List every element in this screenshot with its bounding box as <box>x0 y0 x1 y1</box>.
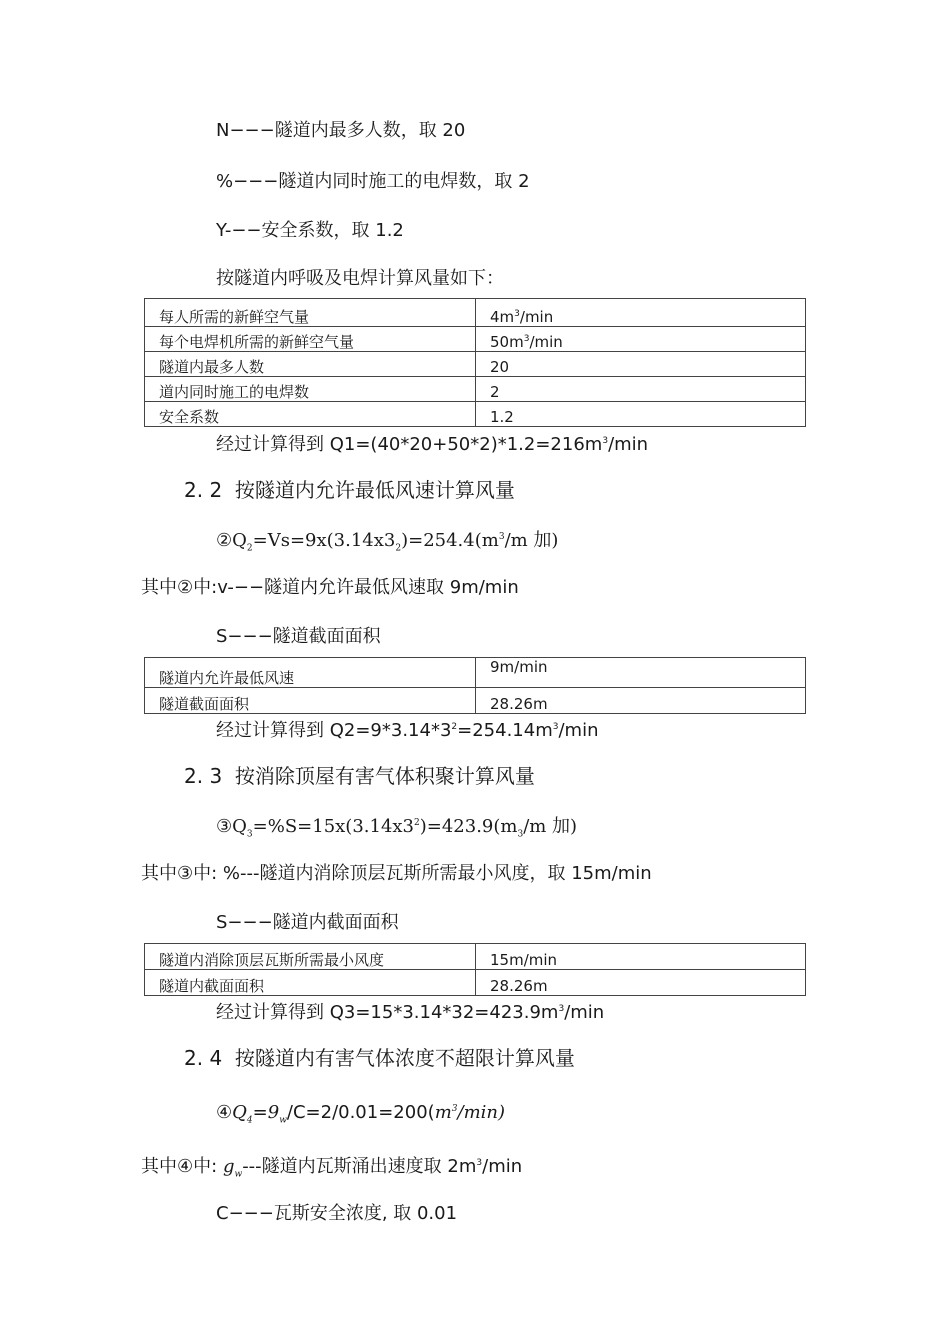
result-q1: 经过计算得到 $Q1=(40*20+50*2)*1.2=216m^3/\min$ <box>216 434 649 455</box>
table-cell-label: 每人所需的新鲜空气量 <box>145 299 476 327</box>
formula-q2: $②Q_2=Vs=9x(3.14x3_2)=254.4(m^3/m$ 加) <box>216 530 559 554</box>
table-air-demand <box>144 298 806 427</box>
def-y: Y-−−安全系数，取 1.2 <box>216 220 404 241</box>
table-row <box>145 944 806 970</box>
table-cell-value: 2 <box>476 377 806 402</box>
table-cell-value: 1.2 <box>476 402 806 427</box>
section-heading-2-4: 2. 4 按隧道内有害气体浓度不超限计算风量 <box>184 1046 575 1070</box>
table-row <box>145 377 806 402</box>
table-cell-value: 28.26m <box>476 970 806 996</box>
table-row <box>145 658 806 688</box>
table-cell-value: $50m^3/\min$ <box>476 327 806 352</box>
table-cell-value: 28.26m <box>476 688 806 714</box>
table-cell-label: 每个电焊机所需的新鲜空气量 <box>145 327 476 352</box>
where-q4: 其中④中: $g_w---$隧道内瓦斯涌出速度取 $2m^3/\min$ <box>141 1156 523 1180</box>
table-cell-value: 20 <box>476 352 806 377</box>
formula-q4: $④Q_4=9_w/C=2/0.01=200(m^3/\min)$ <box>216 1102 506 1126</box>
table-row <box>145 327 806 352</box>
where-q3: 其中③中: %---隧道内消除顶层瓦斯所需最小风度，取 15m/min <box>141 863 652 884</box>
result-q3: 经过计算得到 $Q3=15*3.14*32=423.9m^3/\min$ <box>216 1002 605 1023</box>
table-row <box>145 970 806 996</box>
table-cell-value: 15m/min <box>476 944 806 970</box>
table-wind-speed <box>144 657 806 714</box>
formula-q3: $③Q_3=\%S=15x(3.14x3^2)=423.9(m_3/m$ 加) <box>216 816 578 840</box>
def-n: N−−−隧道内最多人数，取 20 <box>216 120 466 141</box>
table-cell-label: 隧道内截面面积 <box>145 970 476 996</box>
where-q2: 其中②中:v-−−隧道内允许最低风速取 9m/min <box>141 577 519 598</box>
def-s3: S−−−隧道内截面面积 <box>216 912 399 933</box>
table-cell-value: 9m/min <box>476 658 806 688</box>
table-cell-label: 隧道截面面积 <box>145 688 476 714</box>
table-cell-value: $4m^3/\min$ <box>476 299 806 327</box>
table-cell-label: 隧道内允许最低风速 <box>145 658 476 688</box>
table-cell-label: 隧道内消除顶层瓦斯所需最小风度 <box>145 944 476 970</box>
table-row <box>145 402 806 427</box>
section-heading-2-3: 2. 3 按消除顶屋有害气体积聚计算风量 <box>184 764 535 788</box>
table-cell-label: 安全系数 <box>145 402 476 427</box>
def-s2: S−−−隧道截面面积 <box>216 626 381 647</box>
result-q2: 经过计算得到 $Q2=9*3.14*3^2=254.14m^3/\min$ <box>216 720 599 741</box>
table-row <box>145 299 806 327</box>
table-cell-label: 道内同时施工的电焊数 <box>145 377 476 402</box>
intro-text: 按隧道内呼吸及电焊计算风量如下： <box>216 268 504 289</box>
section-heading-2-2: 2. 2 按隧道内允许最低风速计算风量 <box>184 478 515 502</box>
table-row <box>145 352 806 377</box>
def-pct: %−−−隧道内同时施工的电焊数，取 2 <box>216 171 530 192</box>
table-cell-label: 隧道内最多人数 <box>145 352 476 377</box>
def-c4: C−−−瓦斯安全浓度, 取 0.01 <box>216 1203 458 1224</box>
table-gas-speed <box>144 943 806 996</box>
table-row <box>145 688 806 714</box>
